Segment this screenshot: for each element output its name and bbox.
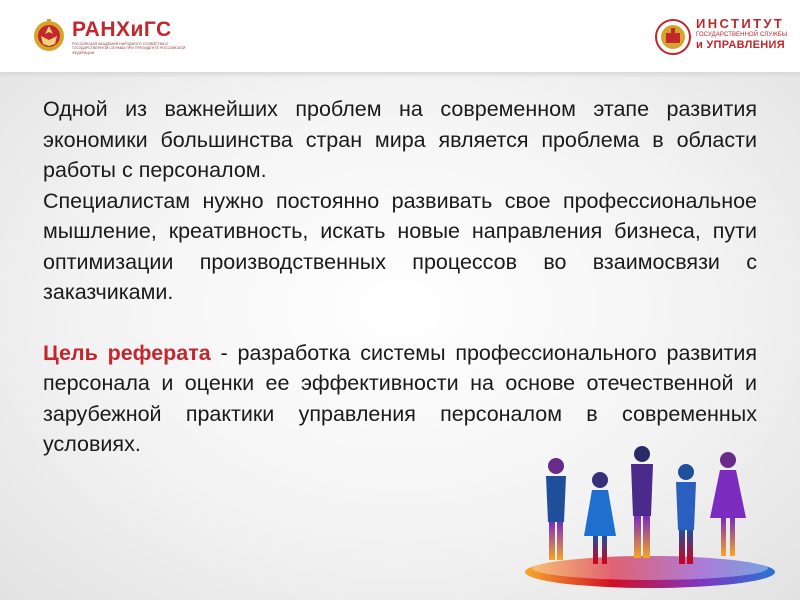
paragraph-specialists: Специалистам нужно постоянно развивать свое профессиональное мышление, креативность, искать новые направления бизнеса, пути оптимизации производственных процессов во взаимосвязи с заказчиками.: [43, 188, 757, 304]
person-figure: [631, 446, 653, 558]
paragraph-gap: [43, 308, 757, 338]
paragraph-problem: Одной из важнейших проблем на современном этапе развития экономики большинства стран мира является проблема в области работы с персоналом.: [43, 97, 757, 182]
slide-body: [43, 94, 757, 460]
person-figure: [584, 472, 616, 564]
person-figure: [546, 458, 566, 560]
ranepa-brand: РАНХиГС: [72, 18, 172, 41]
institute-line3: и УПРАВЛЕНИЯ: [696, 39, 785, 51]
goal-label: Цель реферата: [43, 340, 211, 365]
institute-line1: ИНСТИТУТ: [696, 16, 785, 31]
header-divider: [0, 72, 800, 78]
goal-text: - разработка системы профессионального развития персонала и оценки ее эффективности на основе отечественной и зарубежной практики управления персоналом в современных условиях.: [43, 340, 757, 456]
institute-line2: ГОСУДАРСТВЕННОЙ СЛУЖБЫ: [696, 32, 788, 38]
person-figure: [710, 452, 746, 556]
ranepa-subtext: РОССИЙСКАЯ АКАДЕМИЯ НАРОДНОГО ХОЗЯЙСТВА И ГОСУДАРСТВЕННОЙ СЛУЖБЫ ПРИ ПРЕЗИДЕНТЕ РОССИЙСКОЙ ФЕДЕРАЦИИ: [72, 42, 186, 55]
institute-emblem-icon: [654, 18, 692, 56]
business-people-icon: [520, 440, 780, 590]
person-figure: [676, 464, 696, 564]
eagle-emblem-icon: [32, 16, 66, 56]
header-bar: [0, 0, 800, 72]
